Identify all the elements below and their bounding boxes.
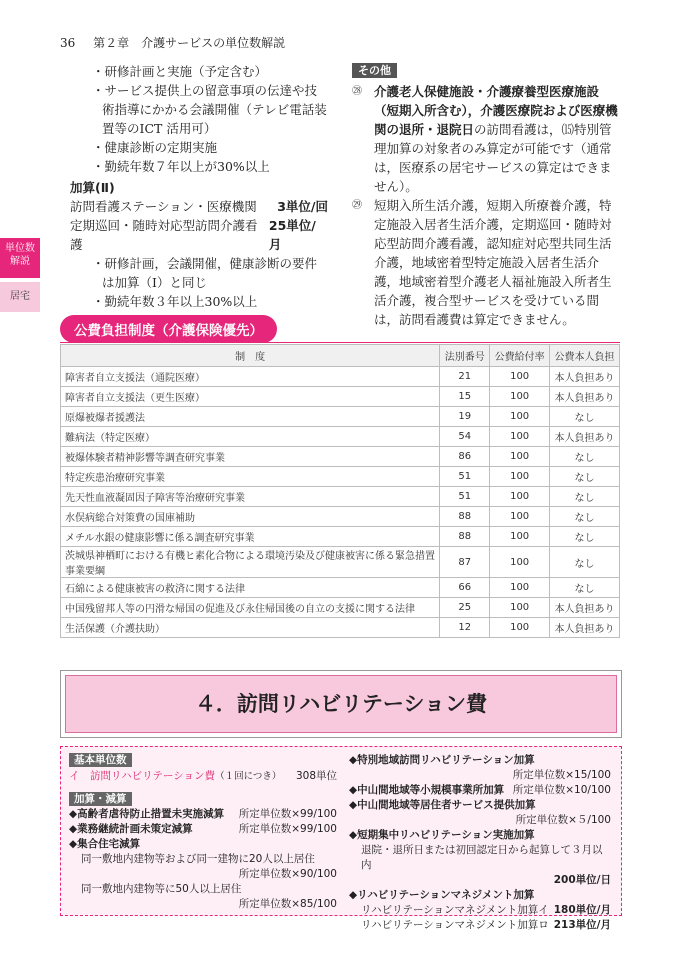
item-value: 所定単位数×99/100 [238, 808, 337, 820]
rate-label: 訪問看護ステーション・医療機関 [70, 199, 257, 214]
table-cell: 100 [490, 618, 550, 638]
paragraph-text: の訪問看護は，⒂特別管理加算の対象者のみ算定が可能です（通常は，医療系の居宅サービスの算定はできません）。 [374, 122, 612, 194]
item-value: 所定単位数×10/100 [512, 784, 611, 796]
housing-item-value: 所定単位数×90/100 [238, 868, 337, 880]
short-term-value: 200単位/日 [553, 874, 611, 886]
item-name: ◆高齢者虐待防止措置未実施減算 [69, 808, 225, 820]
table-row [61, 598, 620, 618]
table-cell: 特定疾患治療研究事業 [61, 467, 440, 487]
item-value: 180単位/月 [553, 904, 611, 916]
table-cell: 100 [490, 547, 550, 578]
table-cell: 15 [440, 387, 490, 407]
table-cell: メチル水銀の健康影響に係る調査研究事業 [61, 527, 440, 547]
table-cell: 本人負担あり [550, 427, 620, 447]
list-item [69, 807, 337, 822]
table-cell: なし [550, 487, 620, 507]
table-row [61, 407, 620, 427]
table-cell: 本人負担あり [550, 598, 620, 618]
item-name: ◆中山間地域等小規模事業所加算 [349, 784, 505, 796]
table-cell: 51 [440, 467, 490, 487]
units-right [349, 753, 611, 933]
chapter-title: 第２章 介護サービスの単位数解説 [93, 36, 286, 50]
list-item: ・勤続年数７年以上が30%以上 [92, 159, 270, 174]
table-cell: 水俣病総合対策費の国庫補助 [61, 507, 440, 527]
list-item: ・勤続年数３年以上30%以上 [92, 294, 258, 309]
table-cell: 25 [440, 598, 490, 618]
table-cell: 100 [490, 527, 550, 547]
paragraph-text: 短期入所生活介護，短期入所療養介護，特定施設入居者生活介護，定期巡回・随時対応型訪問介護看護，認知症対応型共同生活介護，地域密着型特定施設入居者生活介護，地域密着型介護老人福祉施設入所者生活介護，複合型サービスを受けている間は，訪問看護費は算定できません。 [374, 198, 612, 327]
management-title: ◆リハビリテーションマネジメント加算 [349, 889, 535, 901]
rate-label: 定期巡回・随時対応型訪問介護看護 [70, 218, 258, 252]
housing-item-name: 同一敷地内建物等に50人以上居住 [81, 883, 242, 895]
base-units-label: 基本単位数 [69, 753, 132, 767]
table-cell: 54 [440, 427, 490, 447]
table-row [61, 367, 620, 387]
table-row [61, 447, 620, 467]
table-row [61, 527, 620, 547]
table-cell: 本人負担あり [550, 618, 620, 638]
housing-title: ◆集合住宅減算 [69, 838, 141, 850]
paragraph-number: ㉘ [352, 86, 362, 97]
side-tab-units-label: 単位数 解説 [5, 243, 35, 267]
base-item-row [69, 769, 337, 784]
rate-row [70, 197, 328, 216]
public-section-title: 公費負担制度（介護保険優先） [60, 315, 277, 343]
item-name: リハビリテーションマネジメント加算ロ [361, 919, 549, 931]
table-cell: 86 [440, 447, 490, 467]
list-item [69, 822, 337, 837]
item-value: 所定単位数×５/100 [515, 814, 611, 826]
table-row [61, 467, 620, 487]
table-cell: なし [550, 507, 620, 527]
paragraph-bold: 介護老人保健施設・介護療養型医療施設（短期入所含む），介護医療院および医療機関の退所・退院日 [374, 84, 618, 137]
item-value: 所定単位数×15/100 [512, 769, 611, 781]
table-cell: 87 [440, 547, 490, 578]
table-cell: 本人負担あり [550, 387, 620, 407]
table-row [61, 427, 620, 447]
list-item: ・サービス提供上の留意事項の伝達や技術指導にかかる会議開催（テレビ電話装置等のICT 活用可） [92, 83, 327, 136]
list-item [349, 783, 611, 798]
table-cell: 生活保護（介護扶助） [61, 618, 440, 638]
divider [60, 342, 620, 343]
table-cell: なし [550, 407, 620, 427]
table-cell: 100 [490, 467, 550, 487]
units-left [69, 753, 337, 912]
table-row [61, 618, 620, 638]
table-cell: 被爆体験者精神影響等調査研究事業 [61, 447, 440, 467]
table-cell: 本人負担あり [550, 367, 620, 387]
item-name: ◆特別地域訪問リハビリテーション加算 [349, 754, 535, 766]
column-header: 公費給付率 [490, 345, 550, 367]
table-cell: 100 [490, 427, 550, 447]
table-cell: 100 [490, 487, 550, 507]
table-cell: 100 [490, 578, 550, 598]
list-item [349, 903, 611, 918]
section-4-frame [60, 670, 622, 738]
rate-value: 3単位/回 [277, 199, 328, 214]
side-tab-home[interactable] [0, 282, 40, 312]
list-item: ・健康診断の定期実施 [92, 140, 218, 155]
housing-item-value: 所定単位数×85/100 [238, 898, 337, 910]
paragraph-number: ㉙ [352, 200, 362, 211]
item-name: ◆中山間地域等居住者サービス提供加算 [349, 799, 536, 811]
short-term-note: 退院・退所日または初回認定日から起算して３月以内 [361, 844, 603, 871]
list-item: ・研修計画，会議開催，健康診断の要件は加算（Ⅰ）と同じ [92, 256, 318, 290]
table-cell: 12 [440, 618, 490, 638]
table-cell: 100 [490, 367, 550, 387]
table-cell: 88 [440, 527, 490, 547]
column-header: 制 度 [61, 345, 440, 367]
public-expense-table [60, 344, 620, 638]
other-tag: その他 [352, 63, 397, 78]
section-4-title: ４．訪問リハビリテーション費 [65, 675, 617, 733]
table-cell: 66 [440, 578, 490, 598]
table-cell: なし [550, 578, 620, 598]
page-number: 36 [60, 36, 76, 50]
table-row [61, 578, 620, 598]
base-item-value: 308単位 [295, 770, 337, 782]
table-cell: 100 [490, 387, 550, 407]
right-column [352, 60, 622, 329]
table-cell: 100 [490, 447, 550, 467]
base-item-name: イ 訪問リハビリテーション費 [69, 770, 216, 782]
table-cell: 100 [490, 407, 550, 427]
table-cell: 19 [440, 407, 490, 427]
addition-ii-title: 加算(Ⅱ) [70, 180, 115, 195]
rate-row [70, 216, 328, 254]
table-row [61, 387, 620, 407]
table-cell: 51 [440, 487, 490, 507]
table-cell: 21 [440, 367, 490, 387]
table-cell: 茨城県神栖町における有機ヒ素化合物による環境汚染及び健康被害に係る緊急措置事業要綱 [61, 547, 440, 578]
page-header [60, 34, 285, 51]
column-header: 法別番号 [440, 345, 490, 367]
list-item [349, 918, 611, 933]
housing-item-name: 同一敷地内建物等および同一建物に20人以上居住 [81, 853, 315, 865]
table-cell: 100 [490, 507, 550, 527]
table-header-row [61, 345, 620, 367]
table-cell: 原爆被爆者援護法 [61, 407, 440, 427]
rate-value: 25単位/月 [268, 218, 316, 252]
table-row [61, 487, 620, 507]
table-cell: 難病法（特定医療） [61, 427, 440, 447]
paragraph-28 [352, 82, 622, 196]
table-cell: 88 [440, 507, 490, 527]
table-cell: 中国残留邦人等の円滑な帰国の促進及び永住帰国後の自立の支援に関する法律 [61, 598, 440, 618]
units-box [60, 746, 622, 931]
item-value: 所定単位数×99/100 [238, 823, 337, 835]
table-cell: 先天性血液凝固因子障害等治療研究事業 [61, 487, 440, 507]
table-cell: 石綿による健康被害の救済に関する法律 [61, 578, 440, 598]
table-row [61, 547, 620, 578]
table-cell: 障害者自立支援法（通院医療） [61, 367, 440, 387]
side-tab-home-label: 居宅 [10, 291, 30, 302]
list-item: ・研修計画と実施（予定含む） [92, 64, 268, 79]
item-name: ◆業務継続計画未策定減算 [69, 823, 193, 835]
table-row [61, 507, 620, 527]
item-name: リハビリテーションマネジメント加算イ [361, 904, 549, 916]
column-header: 公費本人負担 [550, 345, 620, 367]
table-cell: 100 [490, 598, 550, 618]
table-cell: なし [550, 467, 620, 487]
left-column [70, 62, 328, 311]
item-value: 213単位/月 [553, 919, 611, 931]
paragraph-29 [352, 196, 622, 329]
base-item-note: （１回につき） [215, 771, 282, 782]
add-sub-label: 加算・減算 [69, 792, 132, 806]
side-tab-units[interactable] [0, 238, 40, 278]
table-cell: なし [550, 547, 620, 578]
table-cell: 障害者自立支援法（更生医療） [61, 387, 440, 407]
table-cell: なし [550, 447, 620, 467]
short-term-title: ◆短期集中リハビリテーション実施加算 [349, 829, 535, 841]
table-cell: なし [550, 527, 620, 547]
